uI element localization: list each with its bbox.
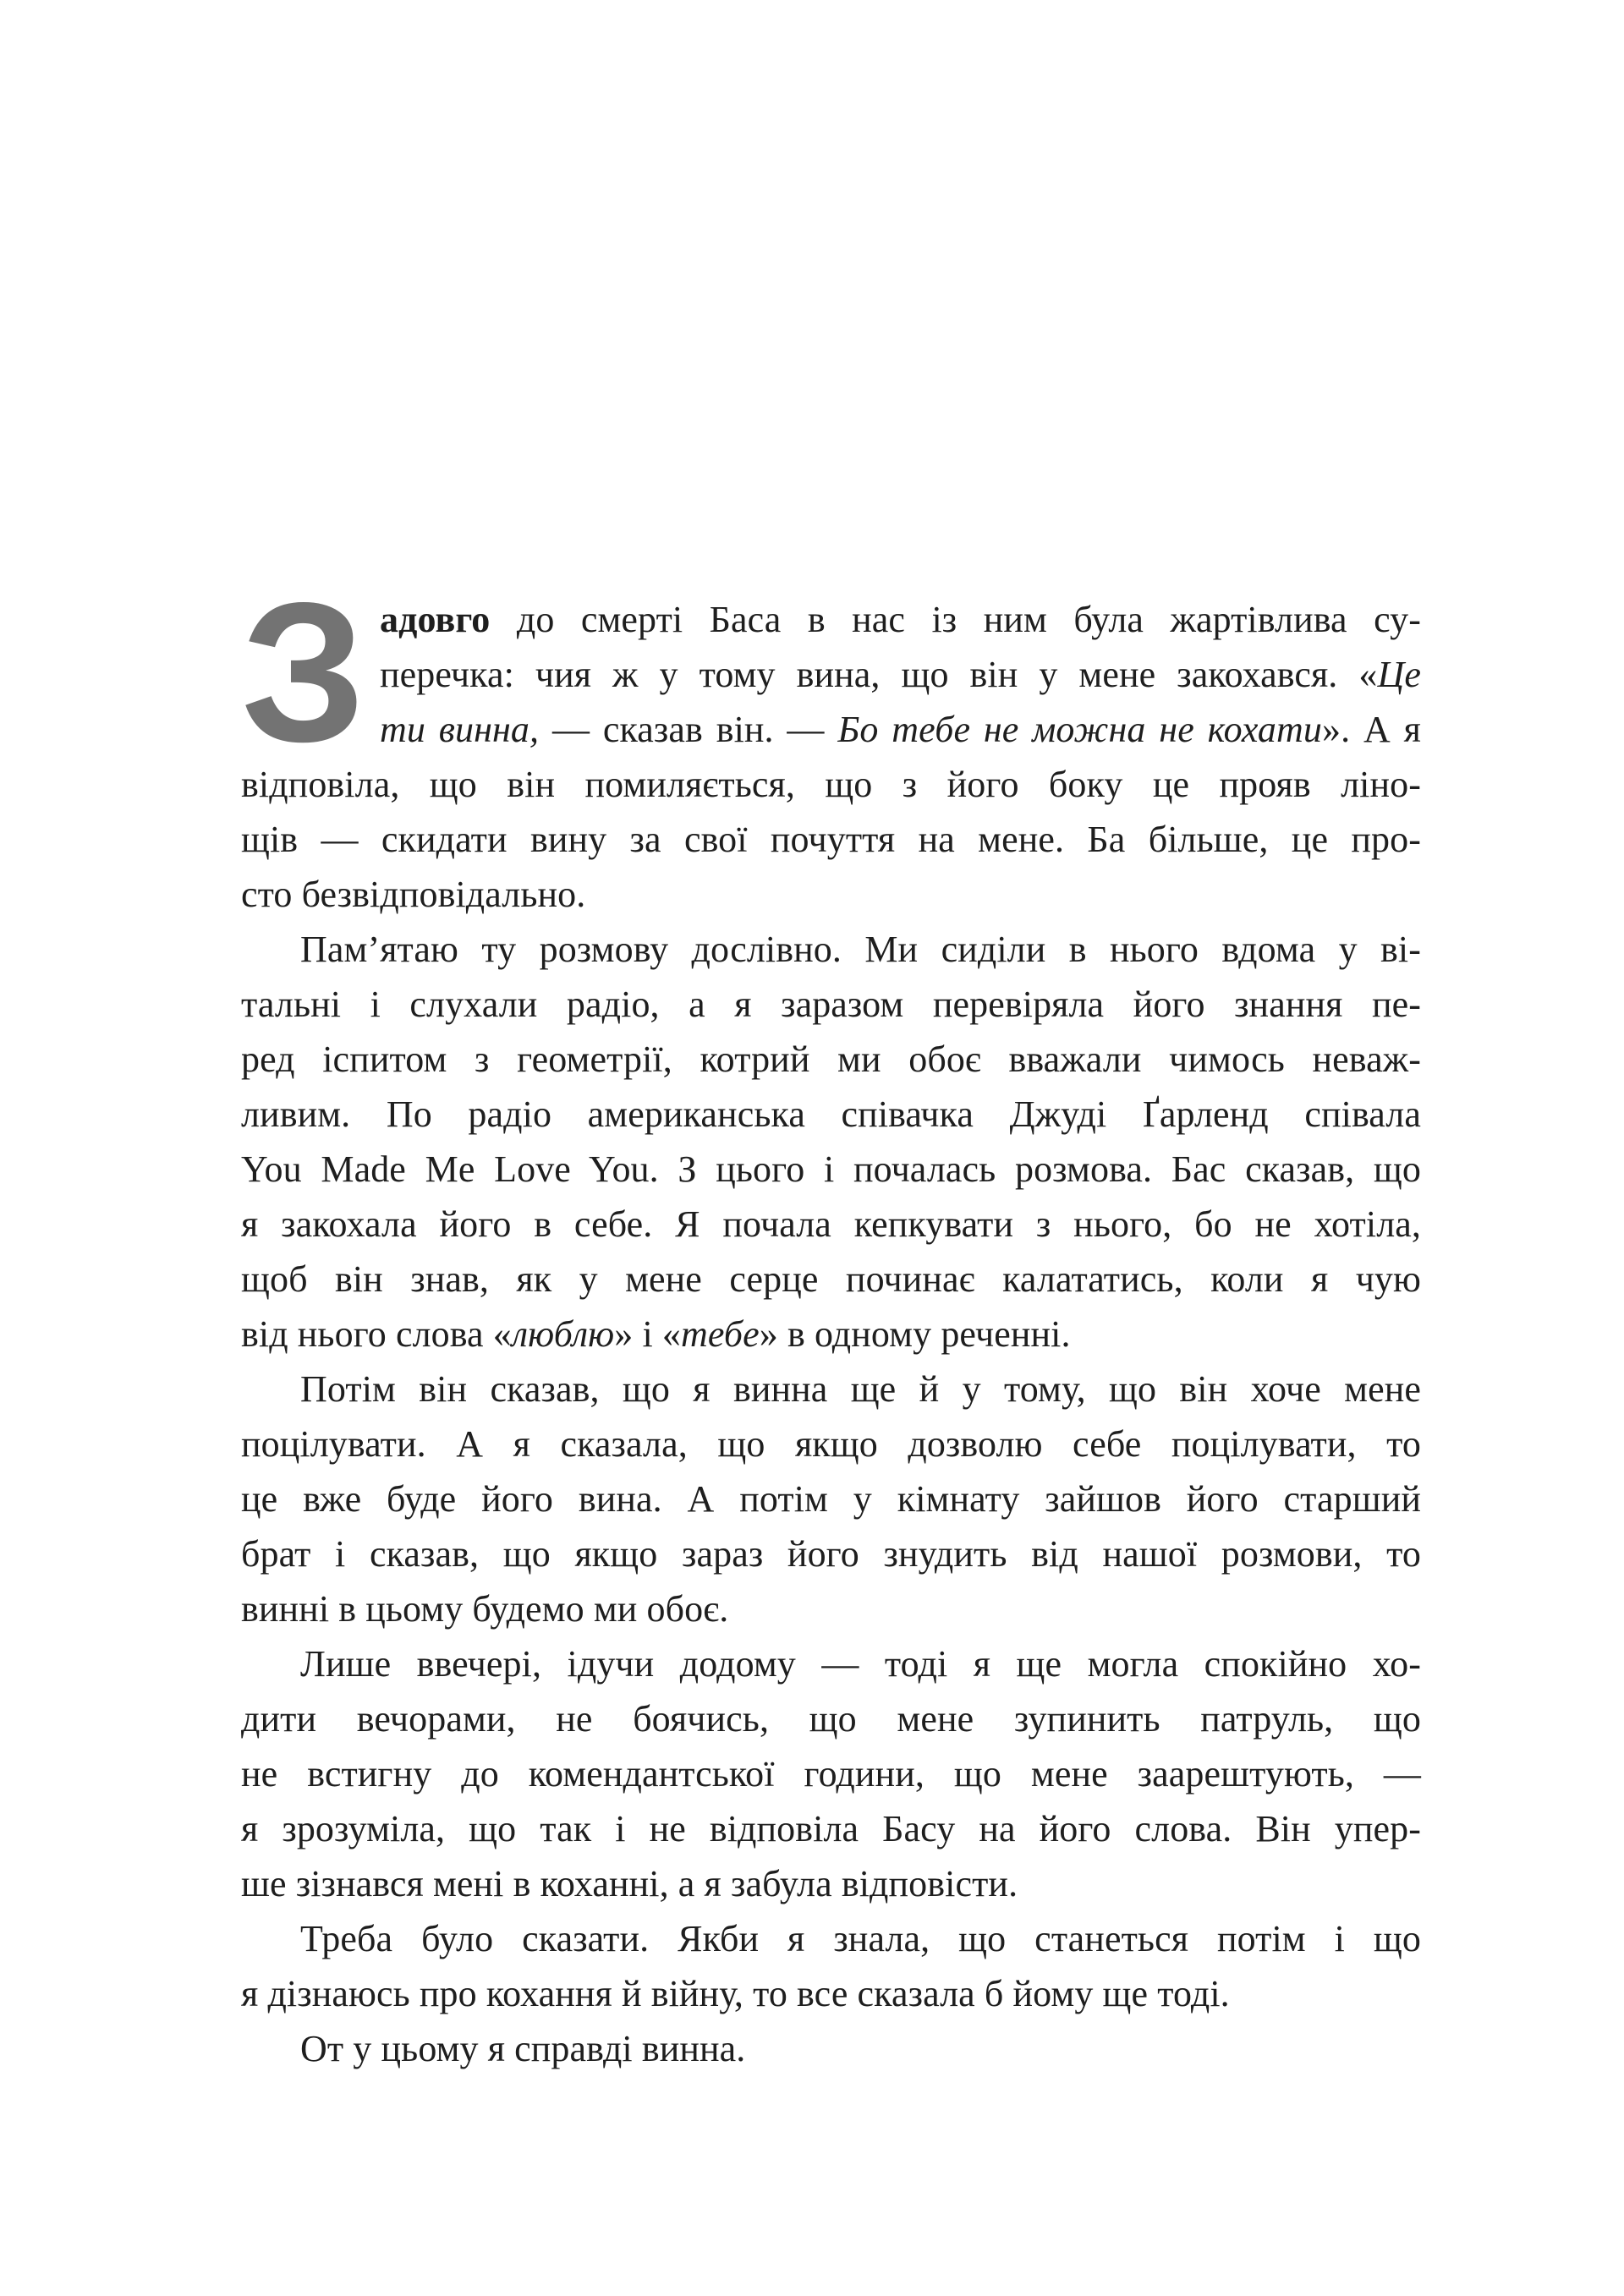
text-line [241,1856,1421,1911]
paragraph [241,1362,1421,1636]
text-line [241,1142,1421,1197]
text-run: адовго [380,599,491,640]
text-line [241,1966,1421,2021]
text-run: Це [1377,654,1421,695]
paragraph [241,1636,1421,1911]
text-line [241,1691,1421,1746]
text-run: тальні і слухали радіо, а я заразом перевіряла його знання пе- [241,984,1421,1025]
text-run: ше зізнався мені в коханні, а я забула відповісти. [241,1863,1018,1904]
text-run: You Made Me Love You. З цього і почалась розмова. Бас сказав, що [241,1148,1421,1190]
text-run: люблю [511,1313,615,1355]
text-line [241,592,1421,647]
text-run: Бо тебе не можна не кохати [837,709,1322,750]
text-line [241,702,1421,757]
paragraph [241,1911,1421,2021]
text-run: відповіла, що він помиляється, що з його боку це прояв ліно- [241,764,1421,805]
text-line [241,1197,1421,1252]
text-line [241,1417,1421,1471]
text-line [241,977,1421,1032]
text-line [241,1362,1421,1417]
text-run: дити вечорами, не боячись, що мене зупинить патруль, що [241,1698,1421,1740]
text-line [241,1581,1421,1636]
paragraph [241,922,1421,1362]
text-run: не встигну до комендантської години, що мене заарештують, — [241,1753,1421,1795]
text-run: Пам’ятаю ту розмову дослівно. Ми сиділи в нього вдома у ві- [300,929,1421,970]
text-run: » в одному реченні. [759,1313,1071,1355]
text-run: Треба було сказати. Якби я знала, що станеться потім і що [300,1918,1421,1959]
text-run: ред іспитом з геометрії, котрий ми обоє вважали чимось неваж- [241,1038,1421,1080]
text-run: Потім він сказав, що я винна ще й у тому, що він хоче мене [300,1368,1421,1410]
text-line [241,867,1421,922]
text-run: перечка: чия ж у тому вина, що він у мене закохався. « [380,654,1378,695]
text-line [241,1307,1421,1362]
text-line [241,1526,1421,1581]
text-line [241,922,1421,977]
text-run: від нього слова « [241,1313,512,1355]
text-line [241,1032,1421,1087]
text-run: От у цьому я справді винна. [300,2028,746,2069]
paragraph [241,2021,1421,2076]
text-run: поцілувати. А я сказала, що якщо дозволю себе поцілувати, то [241,1423,1421,1465]
text-run: — сказав він. — [539,709,838,750]
text-run: ». А я [1321,709,1421,750]
text-line [241,1636,1421,1691]
text-run: щів — скидати вину за свої почуття на мене. Ба більше, це про- [241,819,1421,860]
text-line [241,647,1421,702]
text-run: Лише ввечері, ідучи додому — тоді я ще могла спокійно хо- [300,1643,1421,1685]
text-line [241,1911,1421,1966]
text-line [241,1471,1421,1526]
text-line [241,1252,1421,1307]
text-run: до смерті Баса в нас із ним була жартівлива су- [490,599,1421,640]
paragraph [241,561,1421,922]
text-line [241,1087,1421,1142]
text-line [241,812,1421,867]
body-text [241,561,1421,2076]
text-line [241,1746,1421,1801]
text-run: » і « [614,1313,681,1355]
text-run: тебе [680,1313,760,1355]
text-run: сто безвідповідально. [241,874,586,915]
text-line [241,1801,1421,1856]
text-run: ливим. По радіо американська співачка Джуді Ґарленд співала [241,1093,1421,1135]
drop-cap-letter: З [241,561,366,783]
text-run: брат і сказав, що якщо зараз його знудить від нашої розмови, то [241,1533,1421,1575]
text-run: я зрозуміла, що так і не відповіла Басу на його слова. Він упер- [241,1808,1421,1849]
text-run: я дізнаюсь про кохання й війну, то все сказала б йому ще тоді. [241,1973,1230,2014]
text-run: я закохала його в себе. Я почала кепкувати з нього, бо не хотіла, [241,1203,1421,1245]
text-run: винні в цьому будемо ми обоє. [241,1588,729,1630]
text-run: ти винна, [380,709,540,750]
text-line [241,757,1421,812]
text-line [241,2021,1421,2076]
text-run: щоб він знав, як у мене серце починає калататись, коли я чую [241,1258,1421,1300]
text-run: це вже буде його вина. А потім у кімнату зайшов його старший [241,1478,1421,1520]
